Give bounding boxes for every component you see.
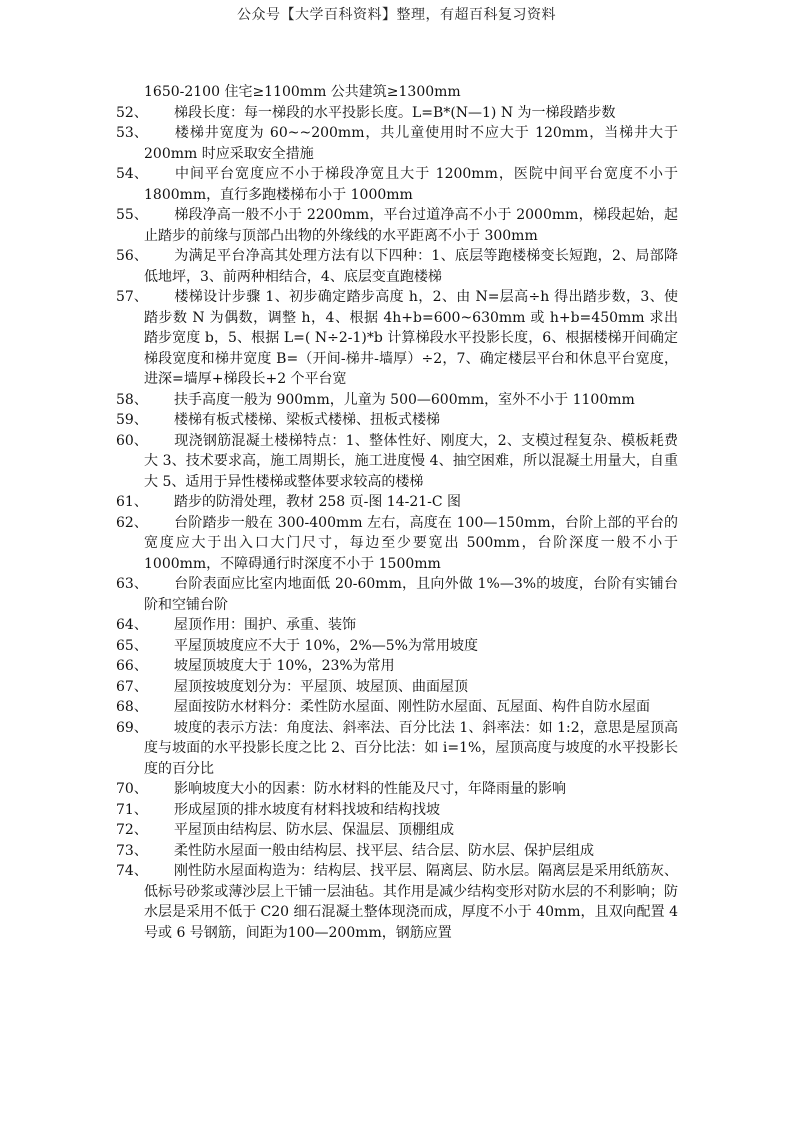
- list-item: [116, 820, 678, 841]
- list-item: [116, 205, 678, 246]
- item-number: 67、: [116, 678, 148, 695]
- item-number: 59、: [116, 412, 148, 428]
- list-item: [116, 800, 678, 821]
- item-number: 64、: [116, 617, 148, 633]
- item-text: 平屋顶由结构层、防水层、保温层、顶棚组成: [174, 822, 454, 838]
- item-number: 69、: [116, 719, 148, 736]
- item-number: 52、: [116, 104, 148, 121]
- item-text: 楼梯井宽度为 60~~200mm，共儿童使用时不应大于 120mm，当梯井大于 200mm 时应采取安全措施: [144, 125, 678, 162]
- item-number: 57、: [116, 289, 148, 305]
- list-item: [116, 246, 678, 287]
- list-item: [116, 656, 678, 677]
- item-number: 61、: [116, 494, 148, 510]
- list-item: [116, 390, 678, 411]
- list-item: [116, 861, 678, 943]
- item-text: 坡度的表示方法：角度法、斜率法、百分比法 1、斜率法：如 1:2，意思是屋顶高度与坡面的水平投影长度之比 2、百分比法：如 i=1%，屋顶高度与坡度的水平投影长度的百分比: [144, 719, 678, 777]
- item-number: 60、: [116, 432, 148, 449]
- list-item: [116, 431, 678, 493]
- item-number: 58、: [116, 391, 148, 408]
- item-number: 53、: [116, 125, 148, 141]
- item-text: 扶手高度一般为 900mm，儿童为 500—600mm，室外不小于 1100mm: [174, 391, 635, 408]
- item-text: 台阶踏步一般在 300-400mm 左右，高度在 100—150mm，台阶上部的平台的宽度应大于出入口大门尺寸，每边至少要宽出 500mm，台阶深度一般不小于 1000mm，不障碍通行时深度不小于 1500mm: [144, 514, 678, 572]
- item-number: 73、: [116, 842, 148, 859]
- item-text: 坡屋顶坡度大于 10%，23%为常用: [174, 658, 395, 674]
- item-text: 现浇钢筋混凝土楼梯特点：1、整体性好、刚度大，2、支模过程复杂、模板耗费大 3、技术要求高，施工周期长，施工进度慢 4、抽空困难，所以混凝土用量大，自重大 5、适用于异性楼梯或整体要求较高的楼梯: [144, 432, 678, 490]
- item-text: 柔性防水屋面一般由结构层、找平层、结合层、防水层、保护层组成: [174, 842, 594, 859]
- list-item: [116, 410, 678, 431]
- list-item: [116, 513, 678, 575]
- document-body: [116, 82, 678, 943]
- item-number: 63、: [116, 576, 148, 592]
- item-number: 65、: [116, 637, 148, 654]
- item-number: 70、: [116, 781, 148, 797]
- item-number: 71、: [116, 801, 148, 818]
- list-item: [116, 718, 678, 780]
- item-number: 54、: [116, 166, 148, 182]
- list-item: [116, 779, 678, 800]
- item-text: 楼梯有板式楼梯、梁板式楼梯、扭板式楼梯: [174, 412, 440, 428]
- item-number: 56、: [116, 248, 148, 264]
- list-item: [116, 636, 678, 657]
- item-number: 55、: [116, 207, 148, 223]
- item-text: 刚性防水屋面构造为：结构层、找平层、隔离层、防水层。隔离层是采用纸筋灰、低标号砂浆或薄沙层上干铺一层油毡。其作用是减少结构变形对防水层的不利影响；防水层是采用不低于 C20 细石混凝土整体现浇而成，厚度不小于 40mm，且双向配置 4 号或 6 号钢筋，间距为100—200mm，钢筋应置: [144, 863, 678, 941]
- list-item: [116, 287, 678, 390]
- list-item: [116, 574, 678, 615]
- list-item: [116, 677, 678, 698]
- item-text: 为满足平台净高其处理方法有以下四种：1、底层等跑楼梯变长短跑，2、局部降低地坪，3、前两种相结合，4、底层变直跑楼梯: [144, 248, 678, 285]
- item-text: 平屋顶坡度应不大于 10%，2%—5%为常用坡度: [174, 637, 478, 654]
- list-item: [116, 123, 678, 164]
- list-item: [116, 615, 678, 636]
- list-item: [116, 164, 678, 205]
- item-number: 62、: [116, 514, 148, 531]
- list-item: [116, 103, 678, 124]
- item-text: 梯段长度：每一梯段的水平投影长度。L=B*(N—1) N 为一梯段踏步数: [174, 104, 616, 121]
- item-text: 形成屋顶的排水坡度有材料找坡和结构找坡: [174, 801, 440, 818]
- item-number: 66、: [116, 658, 148, 674]
- item-text: 屋顶按坡度划分为：平屋顶、坡屋顶、曲面屋顶: [174, 678, 468, 695]
- item-text: 楼梯设计步骤 1、初步确定踏步高度 h，2、由 N=层高÷h 得出踏步数，3、使踏步数 N 为偶数，调整 h，4、根据 4h+b=600~630mm 或 h+b=450mm 求出踏步宽度 b，5、根据 L=( N÷2-1)*b 计算梯段水平投影长度，6、根据楼梯开间确定梯段宽度和梯井宽度 B=（开间-梯井-墙厚）÷2，7、确定楼层平台和休息平台宽度，进深=墙厚+梯段长+2 个平台宽: [144, 289, 678, 387]
- item-number: 74、: [116, 863, 148, 879]
- lead-line: 1650-2100 住宅≥1100mm 公共建筑≥1300mm: [144, 84, 461, 100]
- item-number: 72、: [116, 822, 148, 838]
- item-text: 中间平台宽度应不小于梯段净宽且大于 1200mm，医院中间平台宽度不小于 1800mm，直行多跑楼梯布小于 1000mm: [144, 166, 678, 203]
- item-text: 影响坡度大小的因素：防水材料的性能及尺寸，年降雨量的影响: [174, 781, 566, 797]
- list-item: [116, 492, 678, 513]
- item-text: 屋顶作用：围护、承重、装饰: [174, 617, 356, 633]
- item-text: 屋面按防水材料分：柔性防水屋面、刚性防水屋面、瓦屋面、构件自防水屋面: [174, 699, 650, 715]
- page-header: 公众号【大学百科资料】整理，有超百科复习资料: [237, 7, 556, 23]
- list-item: [116, 841, 678, 862]
- item-list: [116, 103, 678, 944]
- item-number: 68、: [116, 699, 148, 715]
- item-text: 踏步的防滑处理，教材 258 页-图 14-21-C 图: [174, 494, 462, 510]
- item-text: 梯段净高一般不小于 2200mm，平台过道净高不小于 2000mm，梯段起始，起止踏步的前缘与顶部凸出物的外缘线的水平距离不小于 300mm: [144, 207, 678, 244]
- list-item: [116, 697, 678, 718]
- item-text: 台阶表面应比室内地面低 20-60mm，且向外做 1%—3%的坡度，台阶有实铺台阶和空铺台阶: [144, 576, 678, 613]
